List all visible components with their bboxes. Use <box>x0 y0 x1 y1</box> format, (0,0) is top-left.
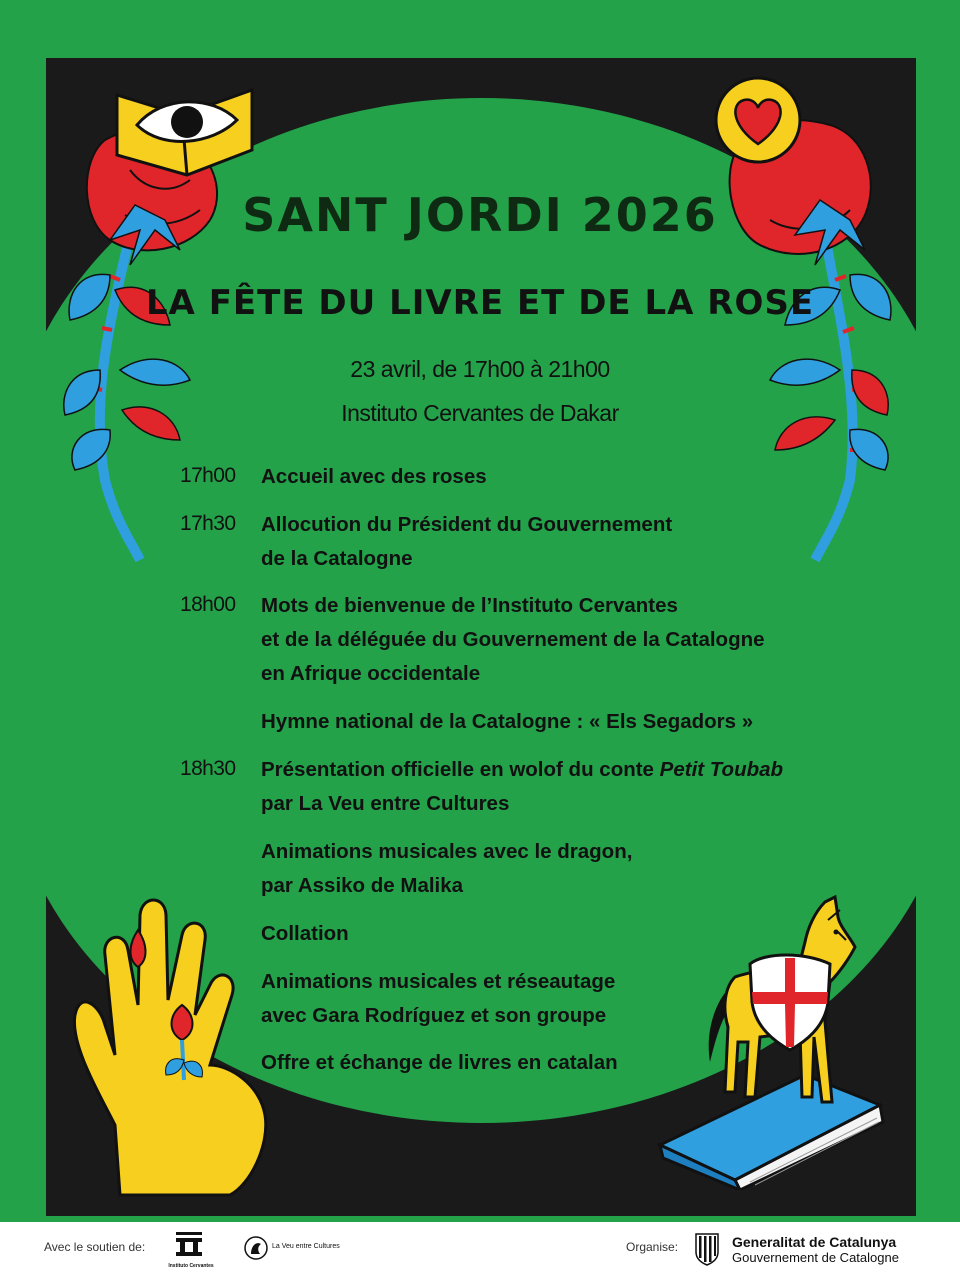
program-line: Mots de bienvenue de l’Instituto Cervantes <box>261 594 678 617</box>
program-description <box>261 835 901 903</box>
program-description <box>261 965 901 1033</box>
program-time: 17h00 <box>180 464 236 487</box>
program-time: 17h30 <box>180 512 236 535</box>
support-label: Avec le soutien de: <box>44 1240 146 1254</box>
footer <box>0 1222 960 1280</box>
cervantes-logo-text: Instituto Cervantes <box>168 1263 214 1269</box>
program-description <box>261 917 901 951</box>
program-line: Animations musicales et réseautage <box>261 970 616 993</box>
heart-badge-icon <box>712 74 804 166</box>
program-line: Accueil avec des roses <box>261 465 487 488</box>
program-description <box>261 705 901 739</box>
program-line: Hymne national de la Catalogne : « Els Segadors » <box>261 710 754 733</box>
eye-book-icon <box>112 70 262 180</box>
program-line: en Afrique occidentale <box>261 662 481 685</box>
program-line: par Assiko de Malika <box>261 874 464 897</box>
event-date: 23 avril, de 17h00 à 21h00 <box>350 356 610 382</box>
program-line: Offre et échange de livres en catalan <box>261 1051 618 1074</box>
program-line: avec Gara Rodríguez et son groupe <box>261 1004 607 1027</box>
program-description <box>261 460 901 494</box>
program-line-main: Présentation officielle en wolof du conte <box>261 758 660 781</box>
program-line <box>261 753 901 787</box>
poster-title: SANT JORDI 2026 <box>242 188 718 242</box>
cervantes-logo-icon <box>168 1228 214 1258</box>
veu-logo-text: La Veu entre Cultures <box>272 1243 340 1250</box>
event-venue: Instituto Cervantes de Dakar <box>341 400 619 426</box>
program-line: de la Catalogne <box>261 547 413 570</box>
program-line: et de la déléguée du Gouvernement de la Catalogne <box>261 628 765 651</box>
veu-logo <box>244 1236 354 1260</box>
generalitat-subtitle: Gouvernement de Catalogne <box>732 1250 899 1265</box>
program-line: par La Veu entre Cultures <box>261 792 510 815</box>
program-description <box>261 753 901 821</box>
program-description <box>261 1046 901 1080</box>
program-line: Animations musicales avec le dragon, <box>261 840 633 863</box>
program-time: 18h30 <box>180 757 236 780</box>
generalitat-shield-icon <box>694 1232 720 1266</box>
hand-icon <box>60 895 280 1205</box>
program-line: Allocution du Président du Gouvernement <box>261 513 673 536</box>
program-time: 18h00 <box>180 593 236 616</box>
organiser-label: Organise: <box>626 1240 679 1254</box>
book-title: Petit Toubab <box>659 758 784 781</box>
program-description <box>261 508 901 576</box>
cervantes-logo <box>168 1228 214 1276</box>
poster-subtitle: LA FÊTE DU LIVRE ET DE LA ROSE <box>145 283 815 323</box>
program-description <box>261 589 901 691</box>
veu-logo-icon <box>244 1236 268 1260</box>
program-line: Collation <box>261 922 349 945</box>
generalitat-name: Generalitat de Catalunya <box>732 1234 897 1250</box>
